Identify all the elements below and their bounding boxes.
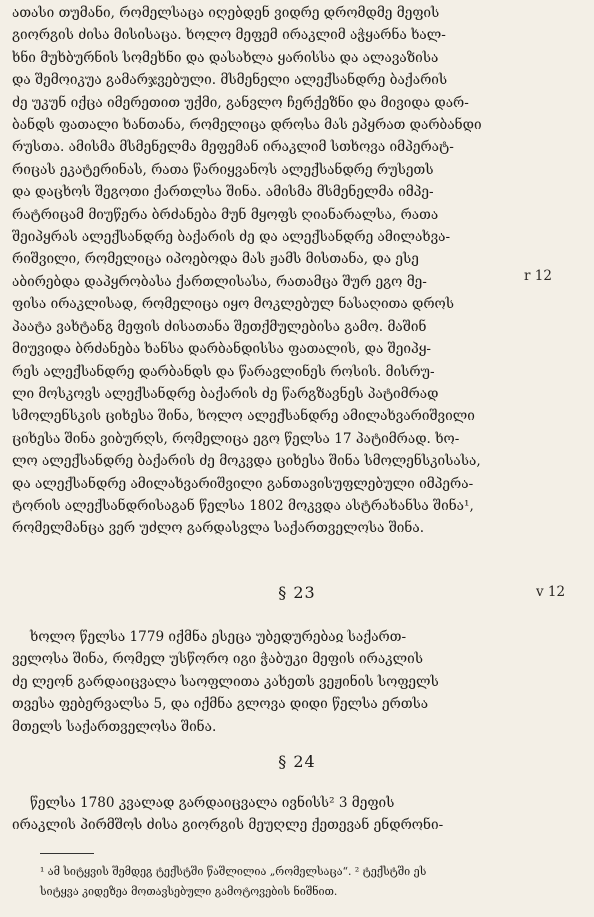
para2-line: ველოსა შინა, რომელ უსწორო იგი ჭაბუკი მეფის ირაკლის — [12, 651, 423, 668]
para1-line: ციხესა შინა ვიბურღს, რომელიცა ეგო წელსა 17 პატიმრად. ხო- — [12, 430, 460, 447]
para1-line: ტორის ალექსანდრისაგან წელსა 1802 მოკვდა ასტრახანსა შინა¹, — [12, 497, 474, 514]
para1-line: რატრიცამ მიუწერა ბრძანება მუნ მყოფს ღიანარალსა, რათა — [12, 206, 439, 223]
para2-line: ხოლო წელსა 1779 იქმნა ესეცა უბედურებაჲ საქართ- — [30, 629, 407, 645]
para1-line: შეიპყრას ალექსანდრე ბაქარის ძე და ალექსანდრე ამილახვა- — [12, 229, 451, 246]
para2-line: თვესა ფებერვალსა 5, და იქმნა გლოვა დიდი წელსა ერთსა — [12, 696, 429, 713]
margin-note-r12: r 12 — [524, 268, 552, 284]
para1-line: ბანდს ფათალი ხანთანა, რომელიცა დროსა მას ეპყრათ დარბანდი — [12, 117, 482, 134]
para1-line: ლო ალექსანდრე ბაქარის ძე მოკვდა ციხესა შინა სმოლენსკისასა, — [12, 453, 481, 470]
section-heading-23: § 23 — [278, 583, 316, 602]
margin-note-v12: v 12 — [536, 584, 566, 600]
section-heading-24: § 24 — [278, 752, 316, 771]
para2-line: მთელს საქართველოსა შინა. — [12, 718, 217, 735]
para1-line: აბირებდა დაპყრობასა ქართლისასა, რათამცა შურ ეგო მე- — [12, 273, 427, 290]
para3-line: წელსა 1780 კვალად გარდაიცვალა ივნისს² 3 მეფის — [30, 795, 395, 811]
para2-line: ძე ლეონ გარდაიცვალა საოფლითა კახეთს ვეჟინის სოფელს — [12, 673, 439, 690]
footnotes — [40, 862, 585, 902]
para1-line: ხნი მუხბურნის სომეხნი და დასახლა ყარისსა და ალავაზისა — [12, 49, 439, 66]
para1-line: რომელმანცა ვერ უძლო გარდასვლა საქართველოსა შინა. — [12, 520, 425, 537]
para1-line: გიორგის ძისა მისისაცა. ხოლო მეფემ ირაკლიმ აჭყარნა ხალ- — [12, 27, 446, 44]
paragraph-3 — [12, 792, 542, 837]
para1-line: და შემოიკუა გამარჯვებული. მსმენელი ალექსანდრე ბაქარის — [12, 72, 448, 89]
footnote-1: ¹ ამ სიტყვის შემდეგ ტექსტში წაშლილია „რომელსაცა“. ² ტექსტში ეს — [40, 865, 427, 878]
paragraph-1 — [12, 2, 542, 540]
para1-line: ძე უკუნ იქცა იმერეთით უქმი, განვლო ჩერქეზნი და მივიდა დარ- — [12, 94, 469, 111]
para1-line: ათასი თუმანი, რომელსაცა იღებდენ ვიდრე დრომდმე მეფის — [12, 5, 440, 21]
para1-line: მიუვიდა ბრძანება ხანსა დარბანდისსა ფათალის, და შეიპყ- — [12, 341, 432, 358]
para1-line: პაატა ვახტანგ მეფის ძისათანა შეთქმულებისა გამო. მაშინ — [12, 318, 427, 335]
footnote-2: სიტყვა კიდეზეა მოთავსებული გამოტოვების ნიშნით. — [40, 885, 338, 898]
para1-line: და დაცხოს შეგოთი ქართლსა შინა. ამისმა მსმენელმა იმპე- — [12, 184, 434, 201]
para1-line: რუსთა. ამისმა მსმენელმა მეფემან ირაკლიმ სთხოვა იმპერატ- — [12, 139, 454, 156]
para1-line: და ალექსანდრე ამილახვარიშვილი განთავისუფლებული იმპერა- — [12, 475, 474, 492]
paragraph-2 — [12, 626, 542, 738]
para1-line: რიშვილი, რომელიცა იპოებოდა მას ჟამს მისთანა, და ესე — [12, 251, 419, 268]
para1-line: ფისა ირაკლისად, რომელიცა იყო მოკლებულ ნასაღითა დროს — [12, 296, 455, 313]
footnote-rule — [40, 853, 94, 854]
para1-line: რიცას ეკატერინას, რათა წარიყვანოს ალექსანდრე რუსეთს — [12, 161, 434, 178]
para1-line: სმოლენსკის ციხესა შინა, ხოლო ალექსანდრე ამილახვარიშვილი — [12, 408, 475, 425]
para1-line: ლი მოსკოვს ალექსანდრე ბაქარის ძე წარგზავნეს პატიმრად — [12, 385, 439, 402]
para1-line: რეს ალექსანდრე დარბანდს და წარავლინეს როსის. მისრუ- — [12, 363, 435, 380]
para3-line: ირაკლის პირმშოს ძისა გიორგის მეუღლე ქეთევან ენდრონი- — [12, 817, 444, 834]
